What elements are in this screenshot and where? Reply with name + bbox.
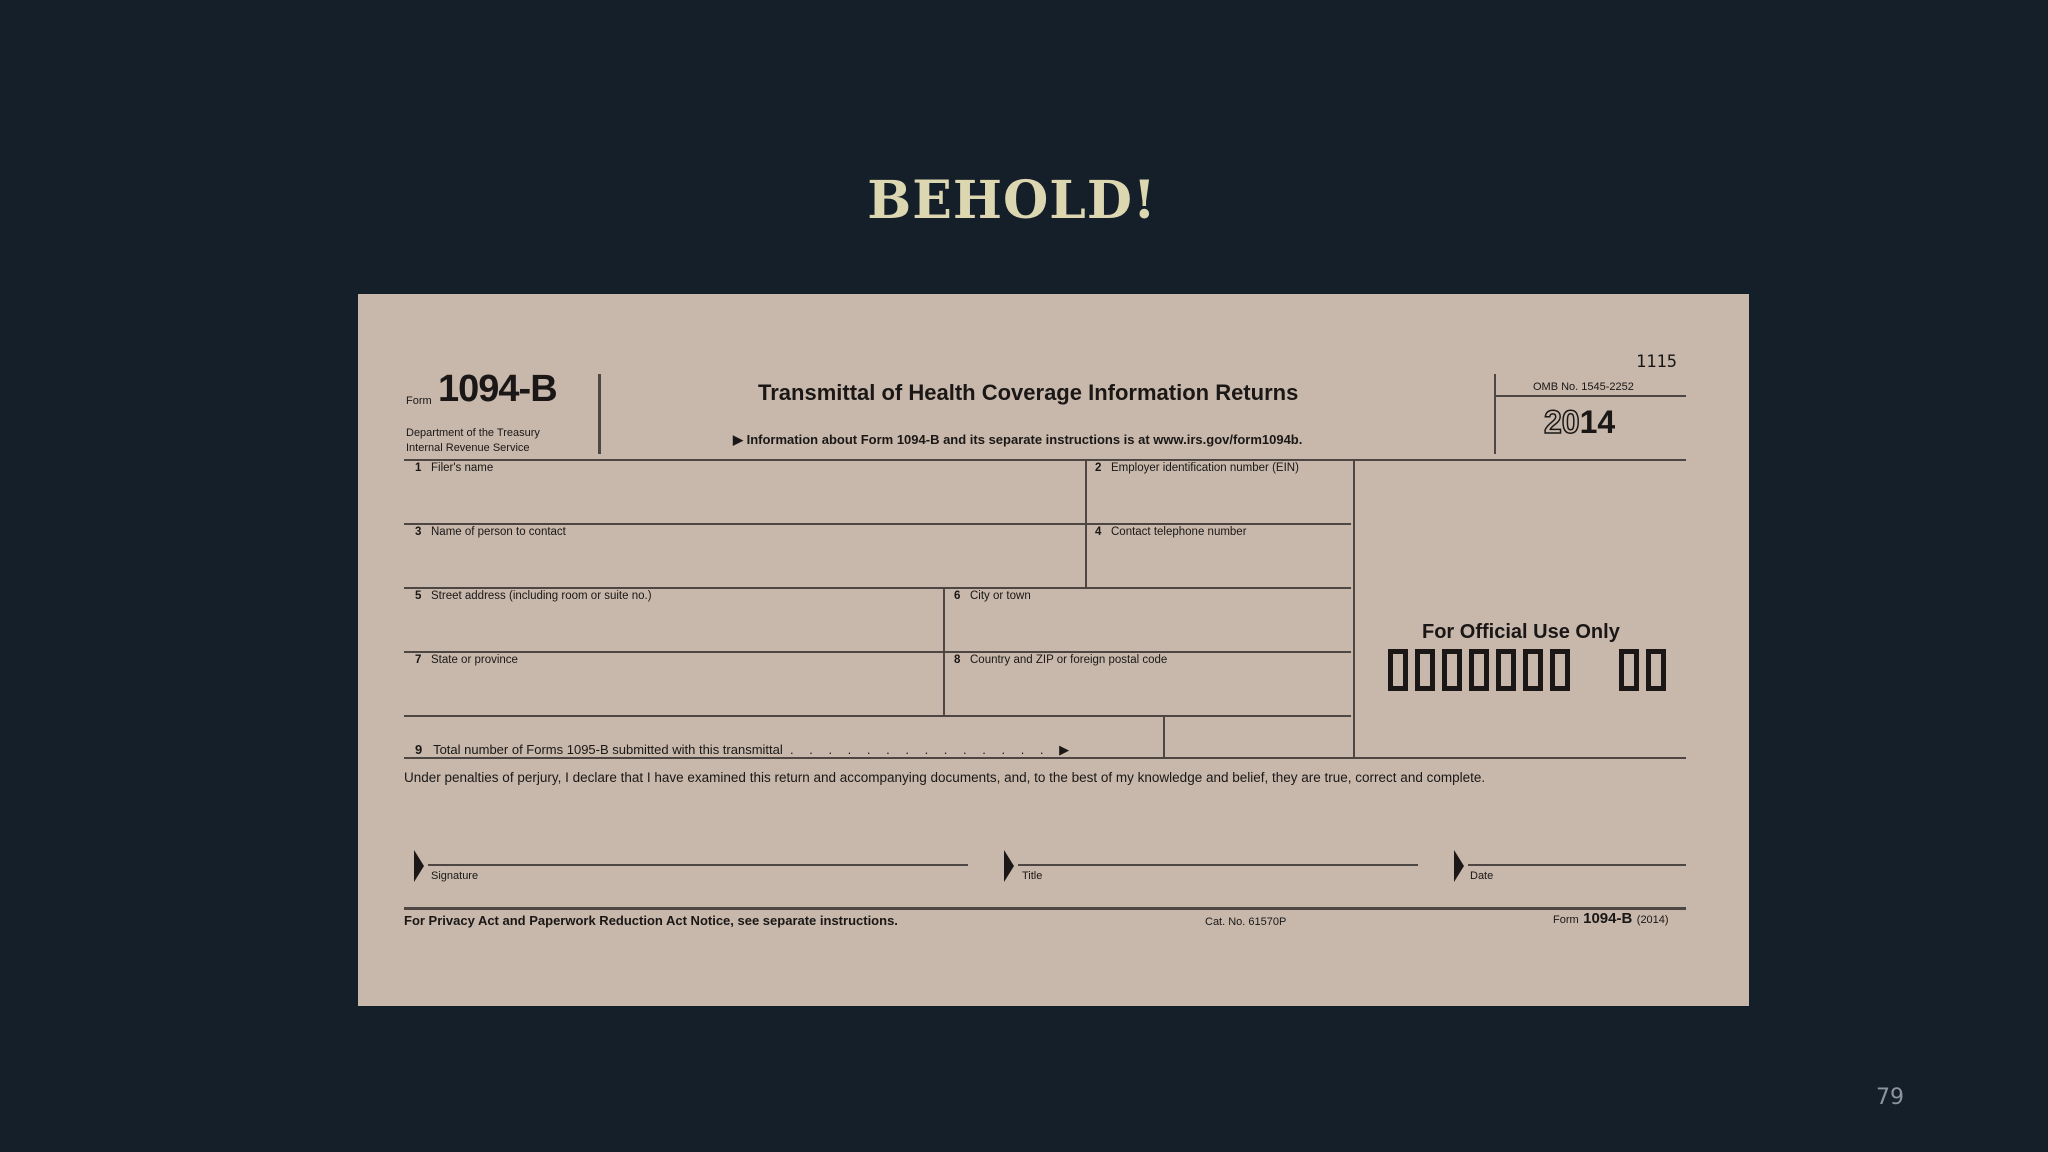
row4-rule [404,715,1351,717]
official-use-box [1496,649,1516,691]
official-use-box [1523,649,1543,691]
corner-code: 1115 [1636,352,1677,372]
field-4-label: 4 Contact telephone number [1095,526,1247,538]
tax-year-outline: 20 [1544,404,1580,440]
col-divider-ein [1085,459,1087,587]
row3-rule [404,651,1351,653]
official-use-box [1442,649,1462,691]
field-2-label: 2 Employer identification number (EIN) [1095,462,1299,474]
signature-label: Signature [431,870,479,882]
header-divider-right [1494,374,1496,454]
footer-form-number: 1094-B [1583,910,1633,927]
col-divider-city [943,587,945,717]
tax-year [1544,404,1615,441]
title-line [1018,864,1418,866]
perjury-statement: Under penalties of perjury, I declare that I have examined this return and accompanying documents, and, to the best of my knowledge and belief, they are true, correct and complete. [404,770,1486,785]
form-word: Form [406,395,432,407]
field-6-label: 6 City or town [954,590,1031,602]
cat-number: Cat. No. 61570P [1205,916,1287,928]
omb-underline [1496,395,1686,397]
date-line [1468,864,1686,866]
official-use-box [1646,649,1666,691]
form-number: 1094-B [438,368,557,410]
form-info-line: ▶ Information about Form 1094-B and its separate instructions is at www.irs.gov/form1094b. [733,432,1303,447]
field-1-label: 1 Filer's name [415,462,494,474]
field-8-label: 8 Country and ZIP or foreign postal code [954,654,1168,666]
tax-year-bold: 14 [1579,404,1616,440]
date-arrow-icon [1454,850,1464,882]
row2-rule [404,587,1351,589]
field-5-label: 5 Street address (including room or suite no.) [415,590,652,602]
official-use-boxes [1388,649,1688,699]
form-1094b-image [358,294,1749,1006]
footer-privacy-notice: For Privacy Act and Paperwork Reduction Act Notice, see separate instructions. [404,913,898,928]
slide-title: BEHOLD! [867,170,1157,231]
header-bottom-rule [404,459,1686,461]
header-divider-left [598,374,601,454]
title-label: Title [1022,870,1043,882]
page-number: 79 [1876,1085,1904,1110]
date-label: Date [1470,870,1494,882]
official-use-box [1388,649,1408,691]
signature-line [428,864,968,866]
title-arrow-icon [1004,850,1014,882]
field-3-label: 3 Name of person to contact [415,526,566,538]
footer-rule [404,907,1686,910]
signature-arrow-icon [414,850,424,882]
field-7-label: 7 State or province [415,654,518,666]
footer-form-year: (2014) [1636,914,1669,926]
department-line2: Internal Revenue Service [406,442,530,454]
official-use-box [1619,649,1639,691]
field-9-label: 9 Total number of Forms 1095-B submitted with this transmittal . . . . . . . . . . . . . . ▶ [415,742,1076,757]
official-use-box [1415,649,1435,691]
form-title: Transmittal of Health Coverage Information Returns [758,380,1299,405]
row1-rule [404,523,1351,525]
department-line1: Department of the Treasury [406,427,540,439]
col-divider-total [1163,715,1165,759]
official-use-label: For Official Use Only [1422,621,1620,643]
official-use-box [1550,649,1570,691]
col-divider-official [1353,459,1355,759]
footer-form-id [1553,910,1669,928]
omb-number: OMB No. 1545-2252 [1533,381,1634,393]
footer-form-word: Form [1553,914,1579,926]
official-use-box [1469,649,1489,691]
